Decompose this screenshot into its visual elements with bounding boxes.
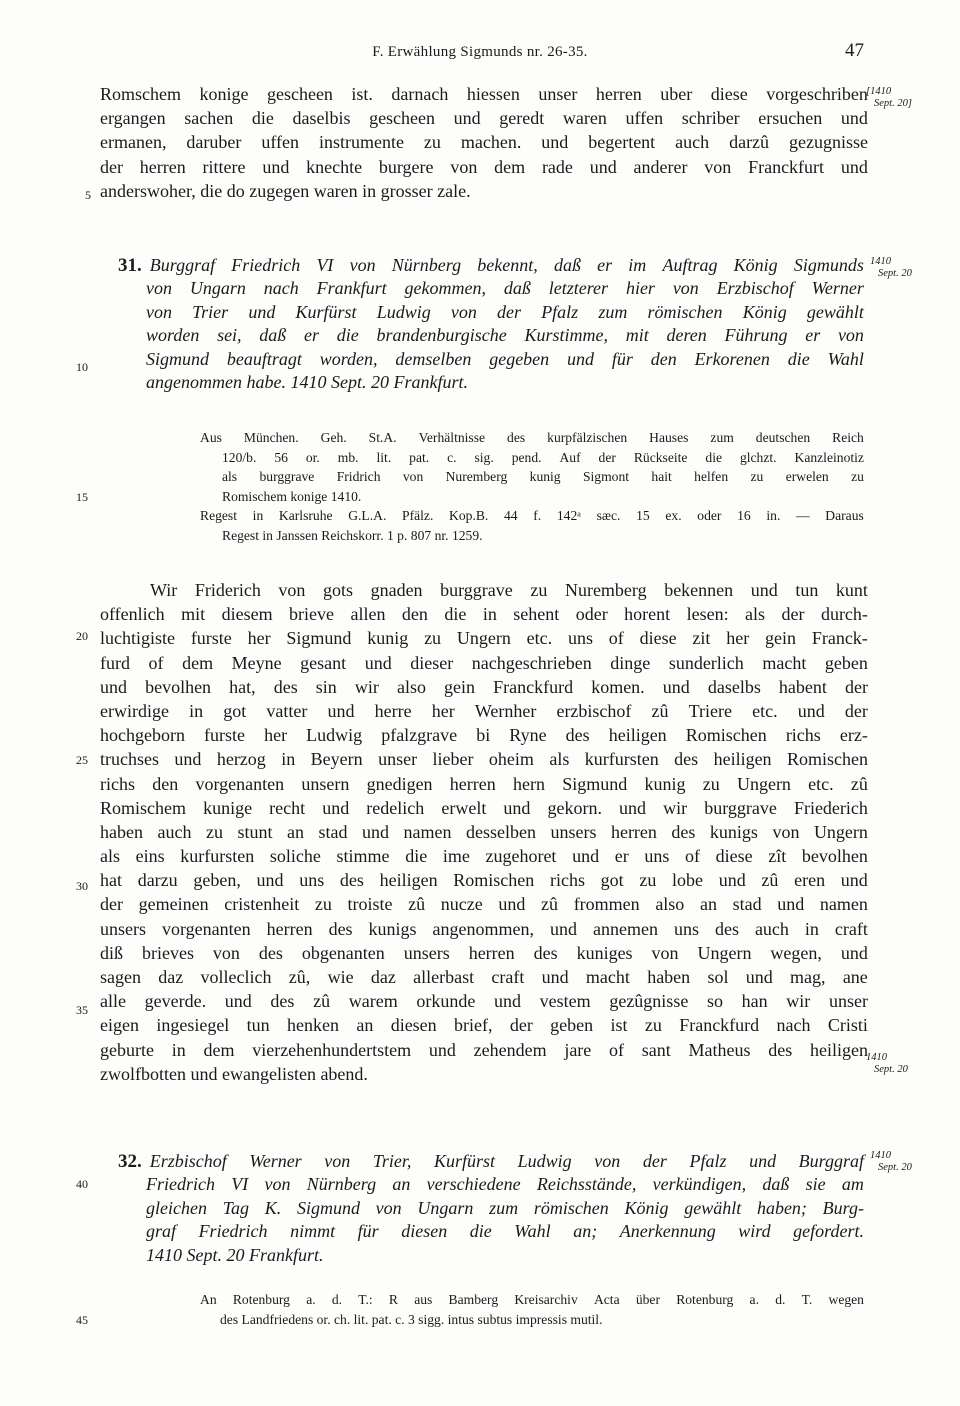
text-line: alle geverde. und des zû warem orkunde und vestem gezûgnisse so han wir unser [100, 991, 868, 1012]
line-number: 5 [85, 188, 91, 202]
margin-date-year: 1410 [870, 256, 891, 267]
doc31-regest [118, 254, 864, 394]
text-line: haben auch zu stunt an stad und namen desselben unsers herren des kunigs von Ungern [100, 821, 868, 842]
page-header [0, 38, 960, 68]
source-line: Aus München. Geh. St.A. Verhältnisse des kurpfälzischen Hauses zum deutschen Reich [200, 430, 864, 445]
margin-date [870, 1150, 926, 1174]
source-line: des Landfriedens or. ch. lit. pat. c. 3 sigg. intus subtus impressis mutil. [220, 1311, 603, 1327]
source-line: als burggrave Fridrich von Nuremberg kunig Sigmont hait helfen zu erwelen zu [222, 469, 864, 484]
text-line: und bevolhen hat, des sin wir also gein Franckfurd komen. und daselbs habent der [100, 676, 868, 697]
margin-date [866, 1052, 922, 1076]
regest-line: Friedrich VI von Nürnberg an verschiedene Reichsstände, verkündigen, daß sie am [146, 1174, 864, 1195]
text-line: als eins kurfursten soliche stimme die ime zugehoret und er uns of diese zît bevolhen [100, 846, 868, 867]
continuation-paragraph [100, 82, 868, 203]
margin-date [870, 256, 926, 280]
text-line: der gemeinen cristenheit zu troiste zû nucze und zû frommen also an stad und namen [100, 894, 868, 915]
running-title: F. Erwählung Sigmunds nr. 26-35. [372, 44, 588, 60]
source-line: Regest in Janssen Reichskorr. 1 p. 807 nr. 1259. [222, 527, 483, 543]
text-line: der herren rittere und knechte burgere von dem rade und anderer von Franckfurt und [100, 156, 868, 177]
line-number: 25 [76, 753, 88, 767]
source-line: Regest in Karlsruhe G.L.A. Pfälz. Kop.B. 44 f. 142ᵃ sæc. 15 ex. oder 16 in. — Daraus [200, 508, 864, 523]
text-line: truchses und herzog in Beyern unser lieber oheim als kurfursten des heiligen Romischen [100, 749, 868, 770]
text-line: erwirdige in got vatter und herre her Wernher erzbischof zû Triere etc. und der [100, 700, 868, 721]
text-line: offenlich mit diesem brieve allen den die in sehent oder horent lesen: als der durch- [100, 604, 868, 625]
margin-date-day: Sept. 20 [874, 1064, 908, 1075]
text-line: Romschem konige gescheen ist. darnach hiessen unser herren uber diese vorgeschriben [100, 84, 868, 104]
line-number: 45 [76, 1313, 88, 1327]
text-line: diß brieves von des obgenanten unsers herren des kuniges von Ungern wegen, und [100, 942, 868, 963]
line-number: 15 [76, 490, 88, 504]
line-number: 10 [76, 360, 88, 374]
regest-line: von Ungarn nach Frankfurt gekommen, daß letzterer hier von Erzbischof Werner [146, 278, 864, 299]
regest-line: angenommen habe. 1410 Sept. 20 Frankfurt. [146, 371, 468, 392]
margin-date-year: [1410 [866, 86, 892, 97]
text-line: ergangen sachen die daselbis gescheen und geredt waren uffen schriber ersuchen und [100, 108, 868, 129]
text-line: unsers vorgenanten herren des kunigs angenommen, und annemen uns des auch in craft [100, 918, 868, 939]
text-line: eigen ingesiegel tun henken an diesen brief, der geben ist zu Franckfurd nach Cristi [100, 1015, 868, 1036]
text-line: furd of dem Meyne gesant und dieser nachgeschrieben dinge sunderlich macht geben [100, 652, 868, 673]
regest-line [118, 254, 864, 277]
regest-line: gleichen Tag K. Sigmund von Ungarn zum römischen König gewählt haben; Burg- [146, 1197, 864, 1218]
margin-date-year: 1410 [866, 1052, 887, 1063]
doc32-number: 32. [118, 1151, 142, 1172]
text-line: zwolfbotten und ewangelisten abend. [100, 1063, 368, 1084]
doc31-text [100, 578, 868, 1086]
regest-line: worden sei, daß er die brandenburgische Kurstimme, mit deren Führung er von [146, 325, 864, 346]
doc32-regest [118, 1150, 864, 1267]
regest-line: 1410 Sept. 20 Frankfurt. [146, 1244, 324, 1265]
source-line: 120/b. 56 or. mb. lit. pat. c. sig. pend. Auf der Rückseite die glchzt. Kanzleinotiz [222, 449, 864, 465]
source-line: An Rotenburg a. d. T.: R aus Bamberg Kreisarchiv Acta über Rotenburg a. d. T. wegen [200, 1292, 864, 1307]
text-line: geburte in dem vierzehenhundertstem und zehendem jare of sant Matheus des heiligen [100, 1039, 868, 1060]
text-line: richs den vorgenanten unsern gnedigen herren hern Sigmund kunig zu Ungern etc. zû [100, 773, 868, 794]
text-line: ermanen, daruber uffen instrumente zu machen. und begertent auch darzû gezugnisse [100, 132, 868, 153]
regest-line: Sigmund beauftragt worden, demselben gegeben und für den Erkorenen die Wahl [146, 348, 864, 369]
line-number: 40 [76, 1177, 88, 1191]
text-line: anderswoher, die do zugegen waren in grosser zale. [100, 180, 471, 201]
text-line: hochgeborn furste her Ludwig pfalzgrave bi Ryne des heiligen Romischen richs erz- [100, 725, 868, 746]
regest-line: graf Friedrich nimmt für diesen die Wahl an; Anerkennung wird gefordert. [146, 1221, 864, 1242]
line-number: 30 [76, 879, 88, 893]
source-line: Romischem konige 1410. [222, 488, 362, 504]
text-line: Wir Friderich von gots gnaden burggrave zu Nuremberg bekennen und tun kunt [150, 580, 868, 600]
regest-line-text: Erzbischof Werner von Trier, Kurfürst Ludwig von der Pfalz und Burggraf [149, 1151, 864, 1171]
margin-date-day: Sept. 20 [878, 268, 912, 279]
margin-date-year: 1410 [870, 1150, 891, 1161]
doc32-source-note [200, 1290, 864, 1329]
margin-date [866, 86, 922, 110]
text-line: hat darzu geben, und uns des heiligen Romischen richs got zu lobe und zû eren und [100, 870, 868, 891]
doc31-number: 31. [118, 255, 142, 276]
line-number: 35 [76, 1003, 88, 1017]
regest-line: von Trier und Kurfürst Ludwig von der Pfalz zum römischen König gewählt [146, 301, 864, 322]
line-number: 20 [76, 629, 88, 643]
text-line: luchtigiste furste her Sigmund kunig zu Ungern etc. uns of diese zit her gein Franck- [100, 628, 868, 649]
regest-line [118, 1150, 864, 1173]
regest-line-text: Burggraf Friedrich VI von Nürnberg bekennt, daß er im Auftrag König Sigmunds [149, 255, 864, 275]
margin-date-day: Sept. 20] [874, 98, 912, 109]
text-line: Romischem kunige recht und redelich erwelt und gekorn. und wir burggrave Friederich [100, 797, 868, 818]
page-number: 47 [845, 40, 864, 61]
margin-date-day: Sept. 20 [878, 1162, 912, 1173]
text-line: sagen daz volleclich zû, wie daz allerbast craft und macht haben sol und mag, ane [100, 967, 868, 987]
doc31-source-note [200, 428, 864, 545]
